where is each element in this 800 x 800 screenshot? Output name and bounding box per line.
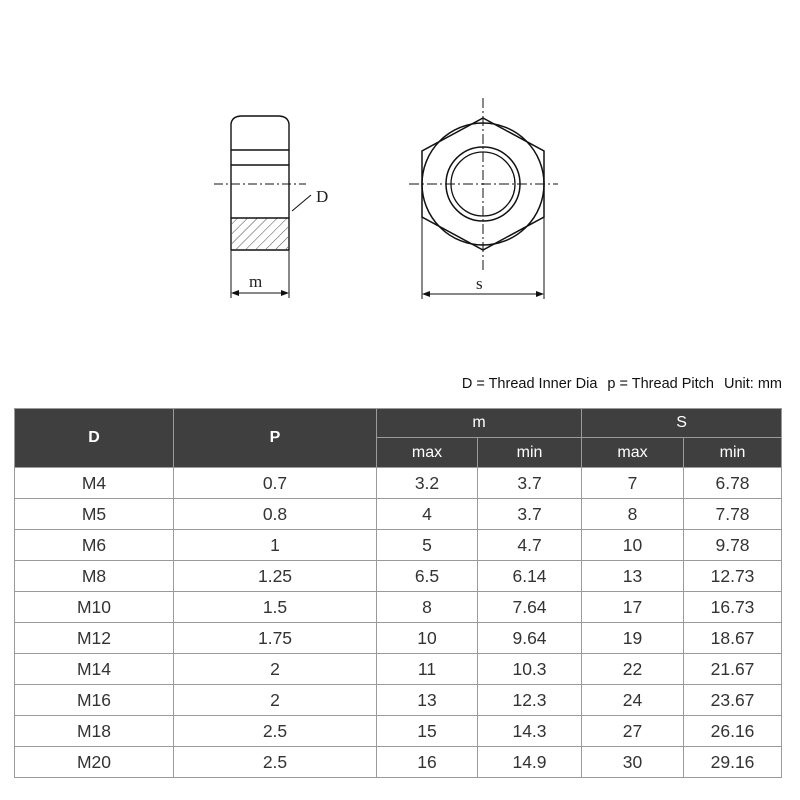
table-row xyxy=(15,654,782,685)
cell-m-min: 10.3 xyxy=(478,654,582,685)
cell-m-min: 4.7 xyxy=(478,530,582,561)
cell-m-max: 8 xyxy=(377,592,478,623)
cell-m-min: 14.9 xyxy=(478,747,582,778)
cell-p: 0.8 xyxy=(174,499,377,530)
cell-m-min: 12.3 xyxy=(478,685,582,716)
cell-p: 2 xyxy=(174,654,377,685)
cell-m-min: 3.7 xyxy=(478,499,582,530)
cell-m-max: 15 xyxy=(377,716,478,747)
cell-d: M6 xyxy=(15,530,174,561)
cell-d: M8 xyxy=(15,561,174,592)
cell-s-max: 19 xyxy=(582,623,684,654)
thread-definition: D = Thread Inner Dia xyxy=(461,376,598,392)
cell-m-max: 10 xyxy=(377,623,478,654)
cell-s-min: 21.67 xyxy=(684,654,782,685)
cell-d: M10 xyxy=(15,592,174,623)
width-dim-label: s xyxy=(476,274,483,293)
cell-m-max: 4 xyxy=(377,499,478,530)
cell-s-max: 24 xyxy=(582,685,684,716)
cell-d: M20 xyxy=(15,747,174,778)
cell-m-max: 11 xyxy=(377,654,478,685)
cell-d: M4 xyxy=(15,468,174,499)
col-header-m-max: max xyxy=(377,438,478,468)
cell-s-max: 30 xyxy=(582,747,684,778)
table-row xyxy=(15,499,782,530)
legend-line xyxy=(0,376,782,392)
cell-s-min: 12.73 xyxy=(684,561,782,592)
cell-s-max: 22 xyxy=(582,654,684,685)
table-row xyxy=(15,561,782,592)
cell-s-max: 17 xyxy=(582,592,684,623)
nut-dimension-table xyxy=(14,408,782,778)
table-row xyxy=(15,716,782,747)
table-row xyxy=(15,623,782,654)
cell-m-min: 7.64 xyxy=(478,592,582,623)
thread-dim-label: D xyxy=(316,187,329,206)
col-header-p: P xyxy=(174,409,377,468)
table-row xyxy=(15,468,782,499)
nut-front-view xyxy=(409,98,558,299)
cell-d: M12 xyxy=(15,623,174,654)
cell-s-max: 8 xyxy=(582,499,684,530)
col-header-m: m xyxy=(377,409,582,438)
hex-nut-technical-drawing xyxy=(0,0,800,320)
cell-p: 1 xyxy=(174,530,377,561)
cell-s-min: 29.16 xyxy=(684,747,782,778)
unit-label: Unit: mm xyxy=(724,376,782,392)
cell-m-max: 13 xyxy=(377,685,478,716)
thread-section-hatch xyxy=(232,218,288,249)
height-dim-label: m xyxy=(249,272,263,291)
table-row xyxy=(15,685,782,716)
cell-d: M14 xyxy=(15,654,174,685)
cell-m-min: 9.64 xyxy=(478,623,582,654)
cell-s-min: 16.73 xyxy=(684,592,782,623)
cell-s-min: 6.78 xyxy=(684,468,782,499)
cell-p: 1.75 xyxy=(174,623,377,654)
cell-s-min: 23.67 xyxy=(684,685,782,716)
nut-side-view xyxy=(214,116,311,298)
cell-s-max: 13 xyxy=(582,561,684,592)
cell-m-min: 3.7 xyxy=(478,468,582,499)
cell-m-max: 5 xyxy=(377,530,478,561)
table-row xyxy=(15,592,782,623)
col-header-s: S xyxy=(582,409,782,438)
cell-m-max: 16 xyxy=(377,747,478,778)
cell-m-min: 14.3 xyxy=(478,716,582,747)
cell-s-max: 10 xyxy=(582,530,684,561)
pitch-definition: p = Thread Pitch xyxy=(607,376,714,392)
cell-s-min: 9.78 xyxy=(684,530,782,561)
col-header-d: D xyxy=(15,409,174,468)
cell-p: 1.25 xyxy=(174,561,377,592)
cell-s-min: 26.16 xyxy=(684,716,782,747)
col-header-s-max: max xyxy=(582,438,684,468)
cell-s-max: 27 xyxy=(582,716,684,747)
cell-p: 2 xyxy=(174,685,377,716)
cell-s-min: 7.78 xyxy=(684,499,782,530)
cell-m-min: 6.14 xyxy=(478,561,582,592)
cell-d: M18 xyxy=(15,716,174,747)
cell-m-max: 6.5 xyxy=(377,561,478,592)
table-row xyxy=(15,530,782,561)
cell-d: M16 xyxy=(15,685,174,716)
cell-s-max: 7 xyxy=(582,468,684,499)
cell-p: 2.5 xyxy=(174,716,377,747)
cell-d: M5 xyxy=(15,499,174,530)
table-row xyxy=(15,747,782,778)
col-header-s-min: min xyxy=(684,438,782,468)
cell-p: 0.7 xyxy=(174,468,377,499)
col-header-m-min: min xyxy=(478,438,582,468)
cell-s-min: 18.67 xyxy=(684,623,782,654)
cell-p: 2.5 xyxy=(174,747,377,778)
cell-p: 1.5 xyxy=(174,592,377,623)
cell-m-max: 3.2 xyxy=(377,468,478,499)
